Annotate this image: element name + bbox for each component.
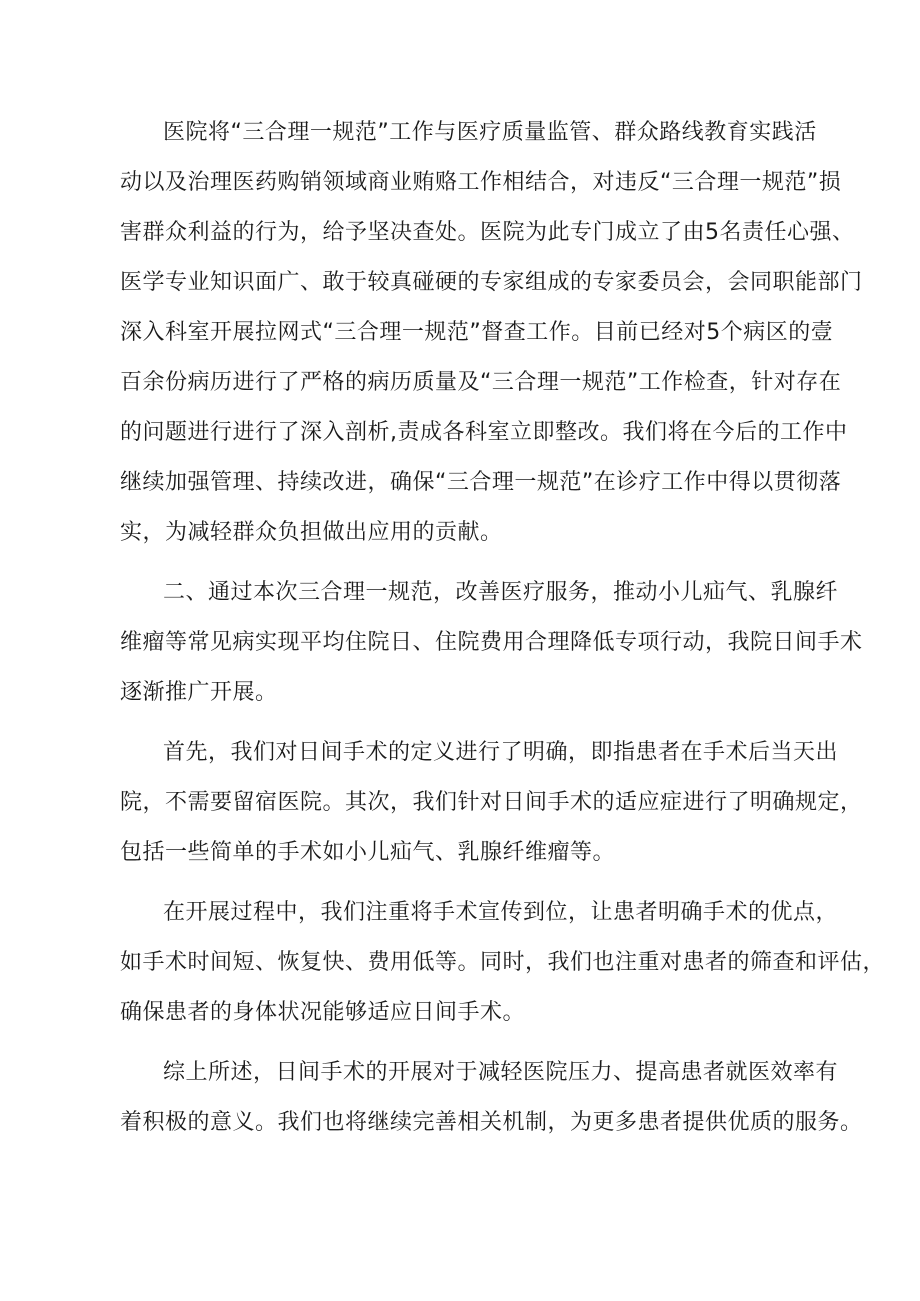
text-line: 维瘤等常见病实现平均住院日、住院费用合理降低专项行动，我院日间手术: [120, 630, 863, 655]
text-line: 害群众利益的行为，给予坚决查处。医院为此专门成立了由5名责任心强、: [120, 220, 855, 245]
text-line: 着积极的意义。我们也将继续完善相关机制，为更多患者提供优质的服务。: [120, 1110, 863, 1135]
text-line: 如手术时间短、恢复快、费用低等。同时，我们也注重对患者的筛查和评估，: [120, 950, 886, 975]
text-line: 首先，我们对日间手术的定义进行了明确，即指患者在手术后当天出: [163, 740, 839, 765]
text-line: 医院将“三合理一规范”工作与医疗质量监管、群众路线教育实践活: [163, 120, 817, 145]
text-line: 深入科室开展拉网式“三合理一规范”督查工作。目前已经对5个病区的壹: [120, 320, 834, 345]
text-line: 二、通过本次三合理一规范，改善医疗服务，推动小儿疝气、乳腺纤: [163, 580, 839, 605]
text-line: 确保患者的身体状况能够适应日间手术。: [120, 1000, 526, 1025]
text-line: 逐渐推广开展。: [120, 680, 278, 705]
text-line: 实，为减轻群众负担做出应用的贡献。: [120, 520, 503, 545]
text-line: 继续加强管理、持续改进，确保“三合理一规范”在诊疗工作中得以贯彻落: [120, 470, 842, 495]
text-line: 院，不需要留宿医院。其次，我们针对日间手术的适应症进行了明确规定，: [120, 790, 863, 815]
text-line: 医学专业知识面广、敢于较真碰硬的专家组成的专家委员会，会同职能部门: [120, 270, 863, 295]
text-line: 的问题进行进行了深入剖析,责成各科室立即整改。我们将在今后的工作中: [120, 420, 848, 445]
text-line: 百余份病历进行了严格的病历质量及“三合理一规范”工作检查，针对存在: [120, 370, 842, 395]
text-line: 综上所述，日间手术的开展对于减轻医院压力、提高患者就医效率有: [163, 1060, 839, 1085]
text-line: 包括一些简单的手术如小儿疝气、乳腺纤维瘤等。: [120, 840, 616, 865]
text-line: 动以及治理医药购销领域商业贿赂工作相结合，对违反“三合理一规范”损: [120, 170, 842, 195]
text-line: 在开展过程中，我们注重将手术宣传到位，让患者明确手术的优点，: [163, 900, 839, 925]
